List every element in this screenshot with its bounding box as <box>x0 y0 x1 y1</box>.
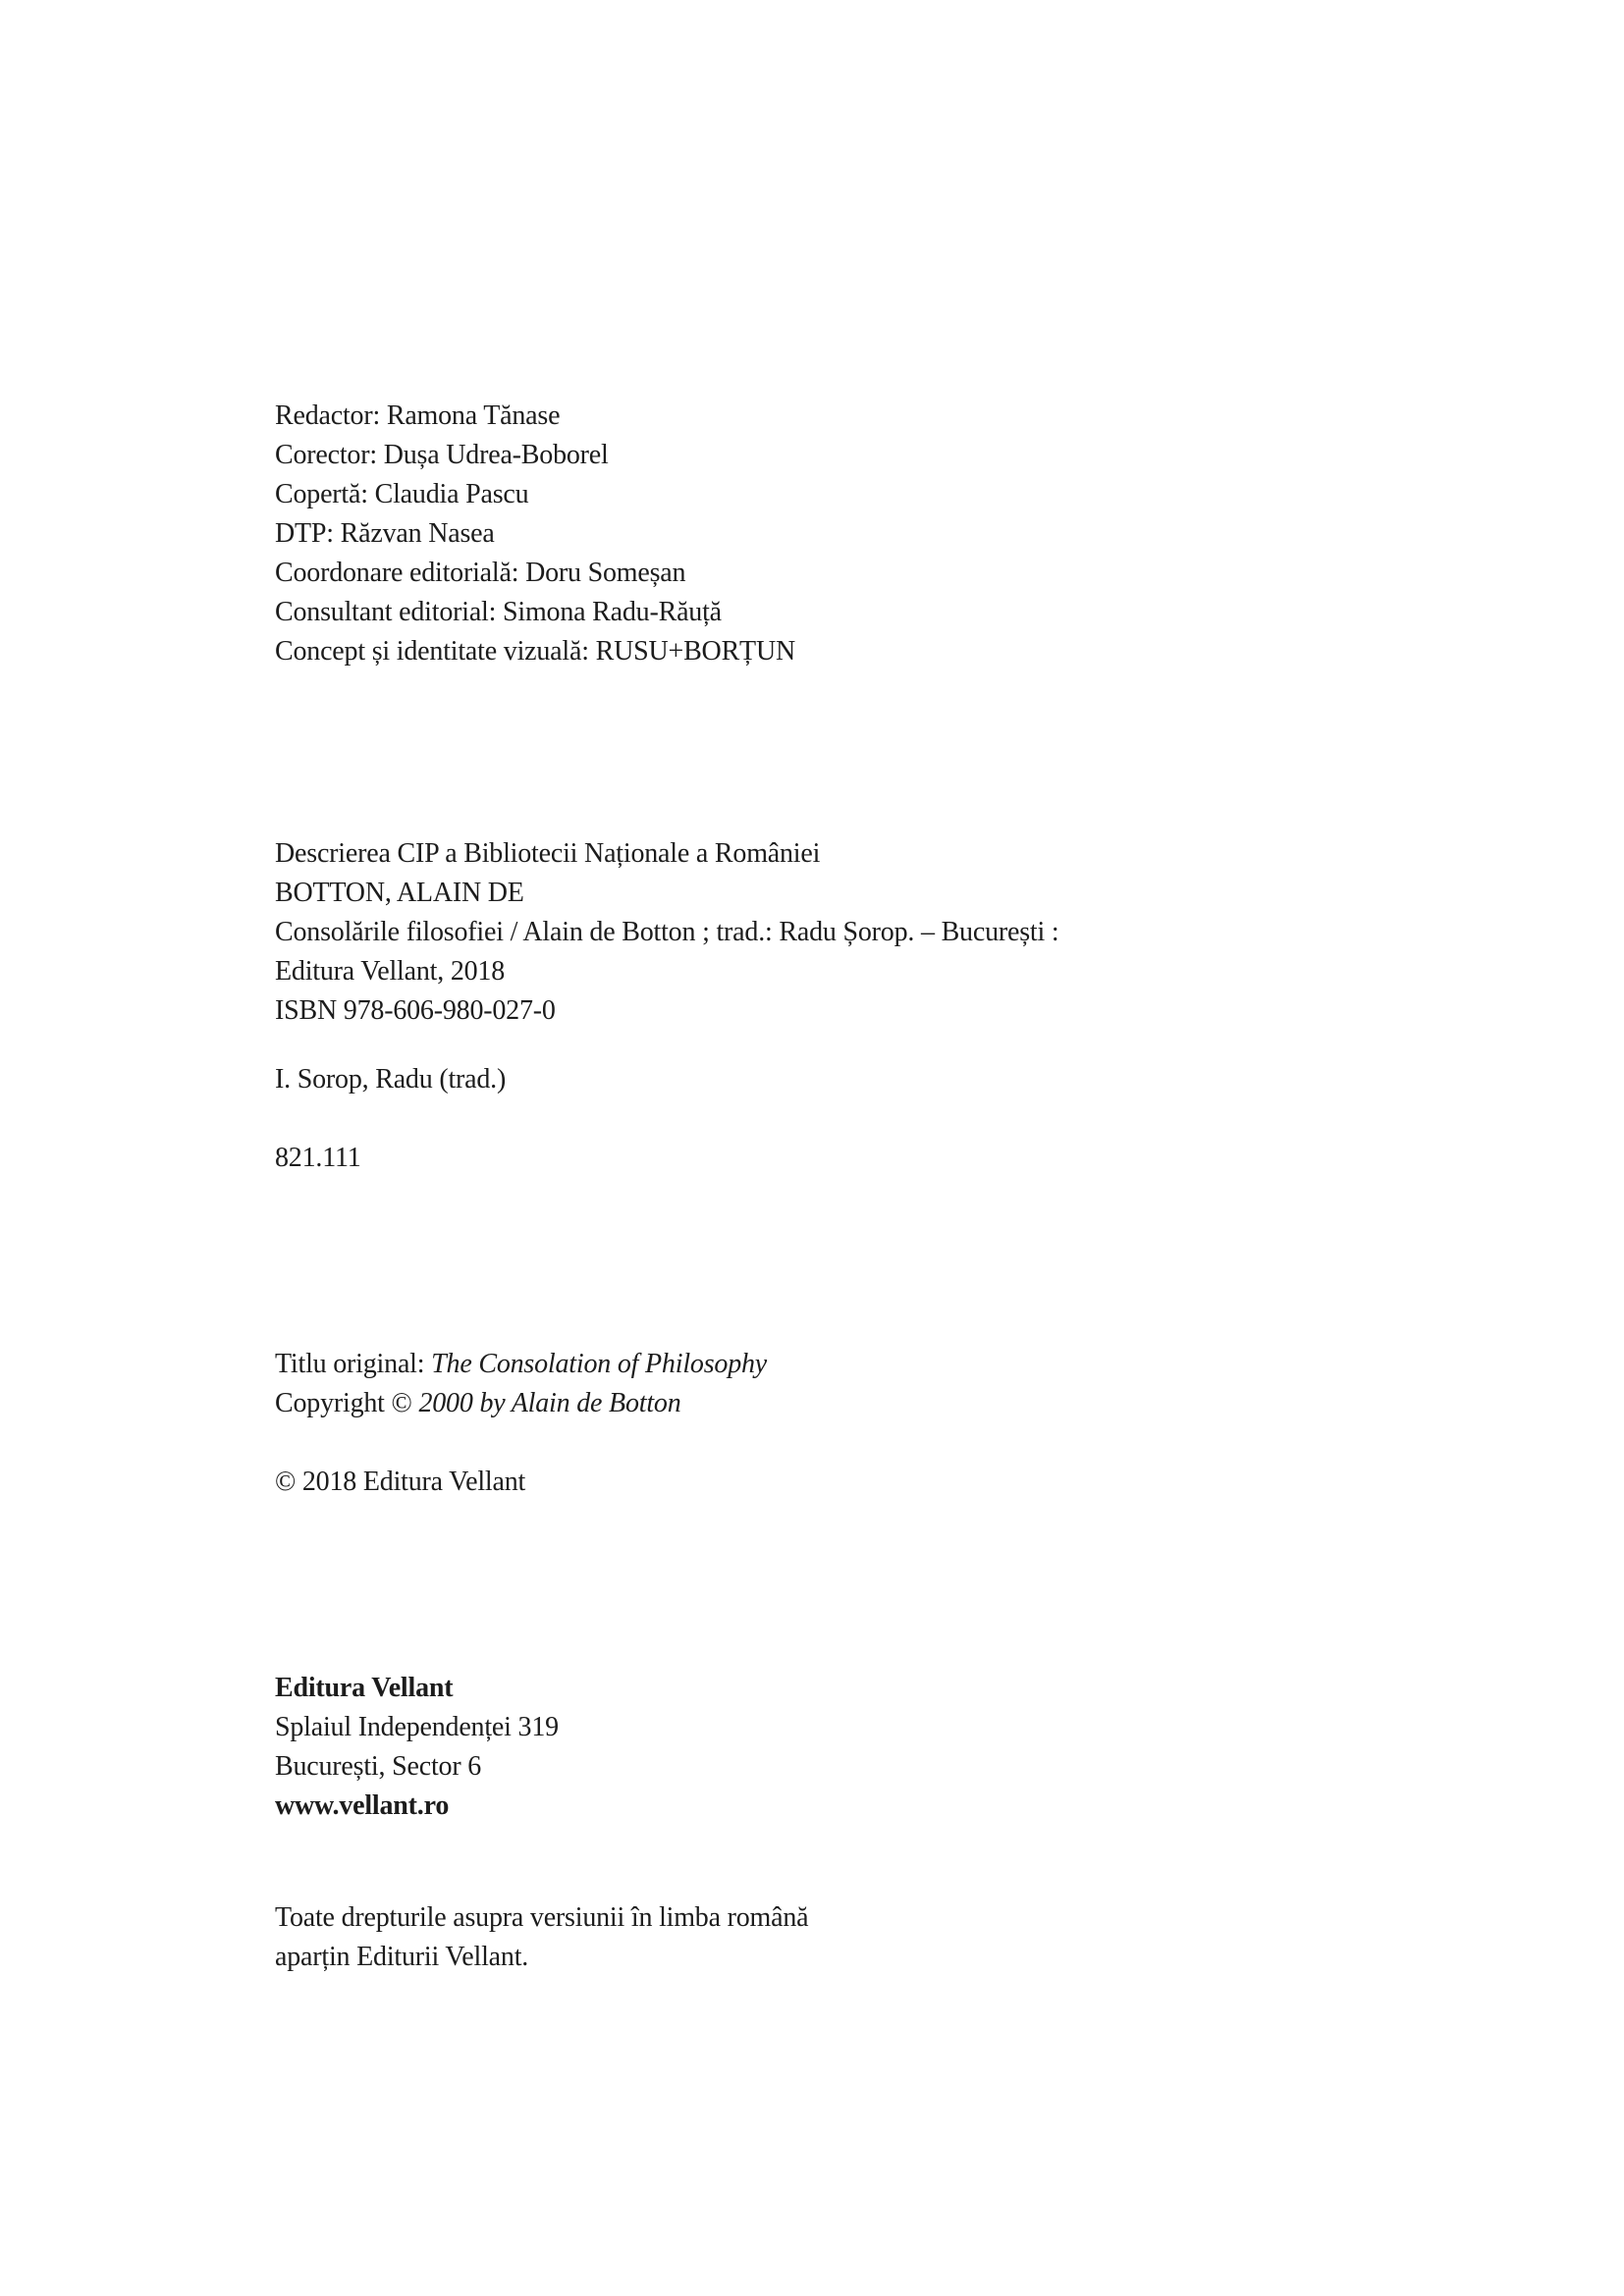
cip-translator-entry: I. Sorop, Radu (trad.) <box>275 1064 507 1095</box>
credit-line-dtp: DTP: Răzvan Nasea <box>275 518 495 549</box>
original-title-text: The Consolation of Philosophy <box>431 1349 768 1379</box>
credit-line-concept: Concept și identitate vizuală: RUSU+BORȚUN <box>275 636 795 667</box>
credit-line-redactor: Redactor: Ramona Tănase <box>275 400 561 431</box>
cip-title-line: Consolările filosofiei / Alain de Botton ; trad.: Radu Șorop. – București : <box>275 917 1059 947</box>
original-title-block <box>275 1345 767 1423</box>
cip-edition-line: Editura Vellant, 2018 <box>275 956 506 987</box>
publisher-name: Editura Vellant <box>275 1673 454 1703</box>
publisher-address-block <box>275 1669 559 1826</box>
credits-block <box>275 397 795 671</box>
cip-description-block <box>275 834 1058 1031</box>
credit-line-consultant: Consultant editorial: Simona Radu-Răuță <box>275 597 722 627</box>
original-copyright-text: 2000 by Alain de Botton <box>418 1388 681 1418</box>
original-copyright-line <box>275 1384 767 1423</box>
credit-line-coperta: Copertă: Claudia Pascu <box>275 479 529 509</box>
cip-author-line: BOTTON, ALAIN DE <box>275 878 524 908</box>
cip-isbn-line: ISBN 978-606-980-027-0 <box>275 995 556 1026</box>
original-title-line <box>275 1345 767 1384</box>
publisher-city: București, Sector 6 <box>275 1751 482 1782</box>
credit-line-coordonare: Coordonare editorială: Doru Someșan <box>275 558 686 588</box>
original-copyright-label: Copyright © <box>275 1388 419 1418</box>
cip-header-line: Descrierea CIP a Bibliotecii Naționale a României <box>275 838 821 869</box>
publisher-website: www.vellant.ro <box>275 1790 450 1821</box>
original-title-label: Titlu original: <box>275 1349 432 1379</box>
rights-line-1: Toate drepturile asupra versiunii în limba română <box>275 1902 809 1933</box>
rights-statement-block <box>275 1898 808 1977</box>
credit-line-corector: Corector: Dușa Udrea-Boborel <box>275 440 609 470</box>
cip-classification-number: 821.111 <box>275 1143 361 1173</box>
publisher-copyright-line: © 2018 Editura Vellant <box>275 1467 526 1497</box>
publisher-street: Splaiul Independenței 319 <box>275 1712 559 1742</box>
rights-line-2: aparțin Editurii Vellant. <box>275 1942 529 1972</box>
